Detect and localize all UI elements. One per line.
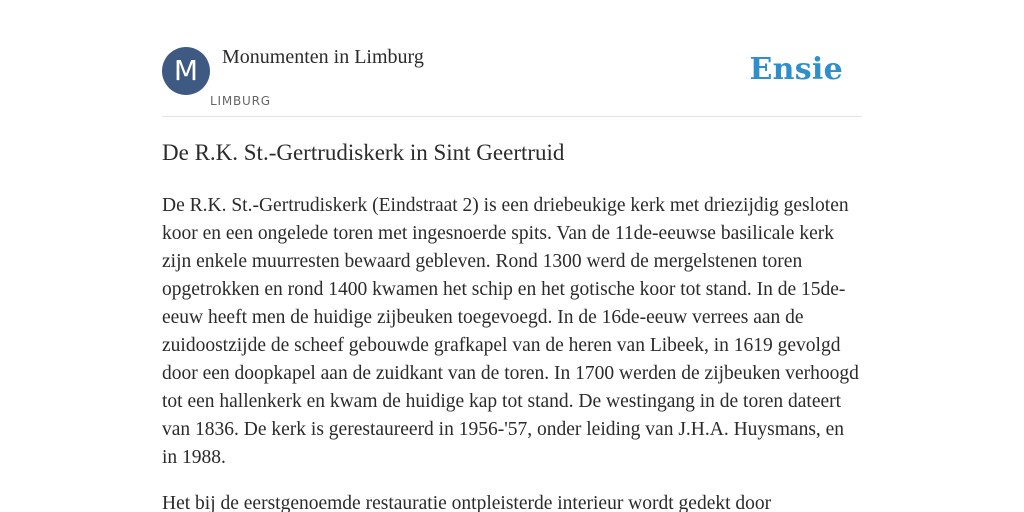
- avatar[interactable]: M: [162, 47, 210, 95]
- site-title[interactable]: Monumenten in Limburg: [222, 46, 424, 68]
- article-paragraph: De R.K. St.-Gertrudiskerk (Eindstraat 2) is een driebeukige kerk met driezijdig gesloten koor en een ongelede toren met ingesnoerde spits. Van de 11de-eeuwse basilicale kerk zijn enkele muurresten bewaard gebleven. Rond 1300 werd de mergelstenen toren opgetrokken en rond 1400 kwamen het schip en het gotische koor tot stand. In de 15de-eeuw heeft men de huidige zijbeuken toegevoegd. In de 16de-eeuw verrees aan de zuidoostzijde de scheef gebouwde grafkapel van de heren van Libeek, in 1619 gevolgd door een doopkapel aan de zuidkant van de toren. In 1700 werden de zijbeuken verhoogd tot een hallenkerk en kwam de huidige kap tot stand. De westingang in de toren dateert van 1836. De kerk is gerestaureerd in 1956-'57, onder leiding van J.H.A. Huysmans, en in 1988.: [162, 195, 859, 468]
- page: [162, 0, 862, 512]
- site-category[interactable]: LIMBURG: [210, 94, 271, 108]
- brand-logo-link[interactable]: Ensie: [749, 52, 843, 87]
- article-paragraph: Het bij de eerstgenoemde restauratie ontpleisterde interieur wordt gedekt door: [162, 493, 772, 512]
- header: [162, 0, 862, 117]
- article-title: De R.K. St.-Gertrudiskerk in Sint Geertruid: [162, 140, 565, 165]
